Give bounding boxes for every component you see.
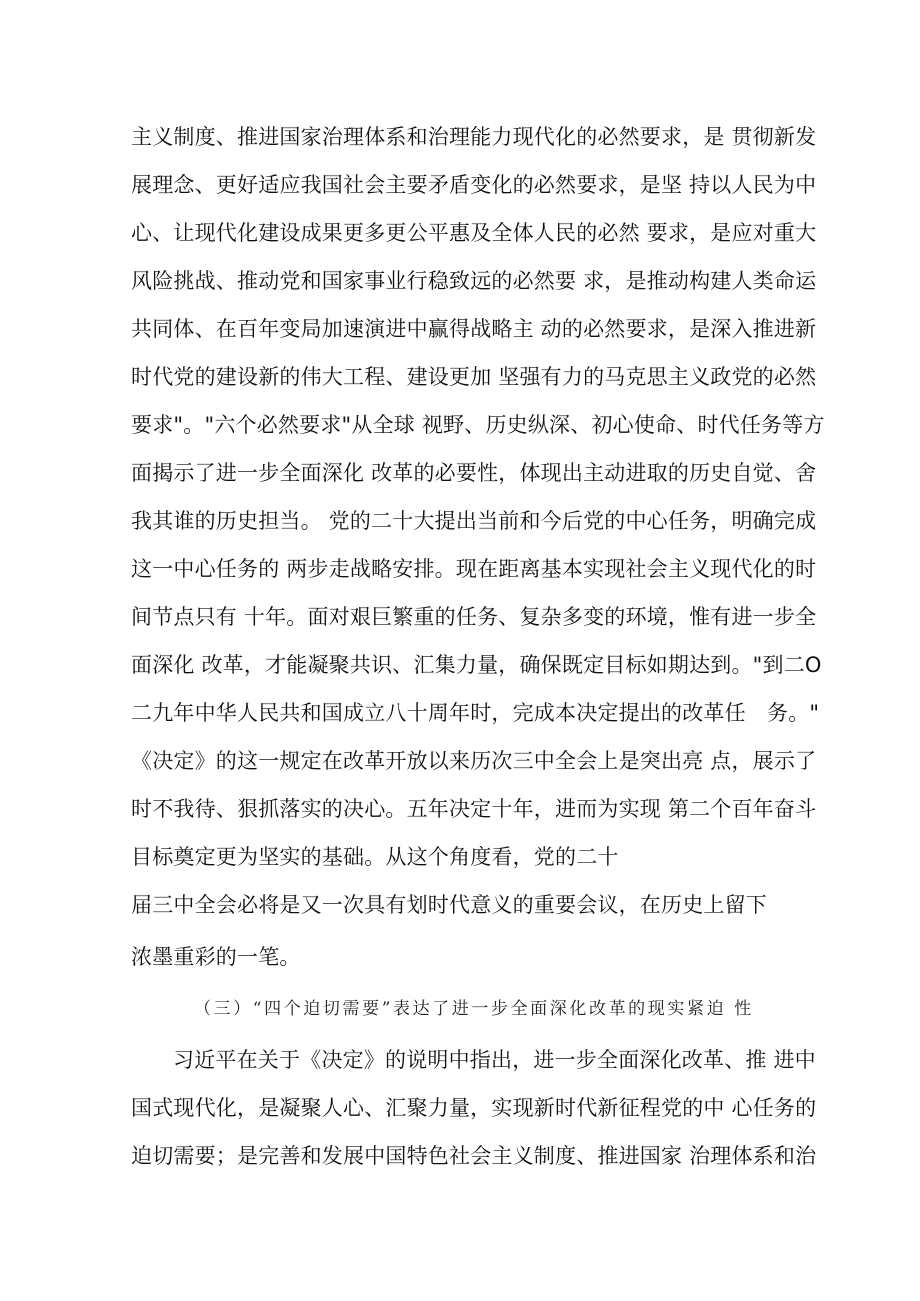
text-line: 时代党的建设新的伟大工程、建设更加 坚强有力的马克思主义政党的必然 bbox=[131, 365, 817, 389]
text-line: 国式现代化，是凝聚人心、汇聚力量，实现新时代新征程党的中 心任务的 bbox=[131, 1096, 817, 1120]
text-line: 心、让现代化建设成果更多更公平惠及全体人民的必然 要求，是应对重大 bbox=[131, 221, 817, 245]
text-line: 我其谁的历史担当。 党的二十大提出当前和今后党的中心任务，明确完成 bbox=[131, 509, 817, 533]
text-line: 风险挑战、推动党和国家事业行稳致远的必然要 求，是推动构建人类命运 bbox=[131, 269, 817, 293]
text-line: 习近平在关于《决定》的说明中指出，进一步全面深化改革、推 进中 bbox=[173, 1048, 816, 1072]
text-line: 迫切需要；是完善和发展中国特色社会主义制度、推进国家 治理体系和治 bbox=[131, 1144, 817, 1168]
text-line: 展理念、更好适应我国社会主要矛盾变化的必然要求，是坚 持以人民为中 bbox=[131, 173, 817, 197]
text-line: 时不我待、狠抓落实的决心。五年决定十年，进而为实现 第二个百年奋斗 bbox=[131, 797, 817, 821]
text-line: 届三中全会必将是又一次具有划时代意义的重要会议，在历史上留下 bbox=[131, 893, 767, 917]
text-line: 《决定》的这一规定在改革开放以来历次三中全会上是突出亮 点，展示了 bbox=[131, 749, 817, 773]
text-line: 面深化 改革，才能凝聚共识、汇集力量，确保既定目标如期达到。"到二O bbox=[131, 653, 822, 677]
text-line: 面揭示了进一步全面深化 改革的必要性，体现出主动进取的历史自觉、舍 bbox=[131, 461, 817, 485]
text-line: 间节点只有 十年。面对艰巨繁重的任务、复杂多变的环境，惟有进一步全 bbox=[131, 605, 817, 629]
text-line: 二九年中华人民共和国成立八十周年时，完成本决定提出的改革任 务。" bbox=[131, 701, 820, 725]
text-line: 浓墨重彩的一笔。 bbox=[131, 945, 301, 969]
text-line: 共同体、在百年变局加速演进中赢得战略主 动的必然要求，是深入推进新 bbox=[131, 317, 817, 341]
text-line: 要求"。"六个必然要求"从全球 视野、历史纵深、初心使命、时代任务等方 bbox=[131, 413, 825, 437]
text-line: 主义制度、推进国家治理体系和治理能力现代化的必然要求，是 贯彻新发 bbox=[131, 125, 817, 149]
text-line: 目标奠定更为坚实的基础。从这个角度看，党的二十 bbox=[131, 845, 619, 869]
text-line: 这一中心任务的 两步走战略安排。现在距离基本实现社会主义现代化的时 bbox=[131, 557, 817, 581]
section-heading: （三）“四个迫切需要”表达了进一步全面深化改革的现实紧迫 性 bbox=[194, 999, 754, 1019]
